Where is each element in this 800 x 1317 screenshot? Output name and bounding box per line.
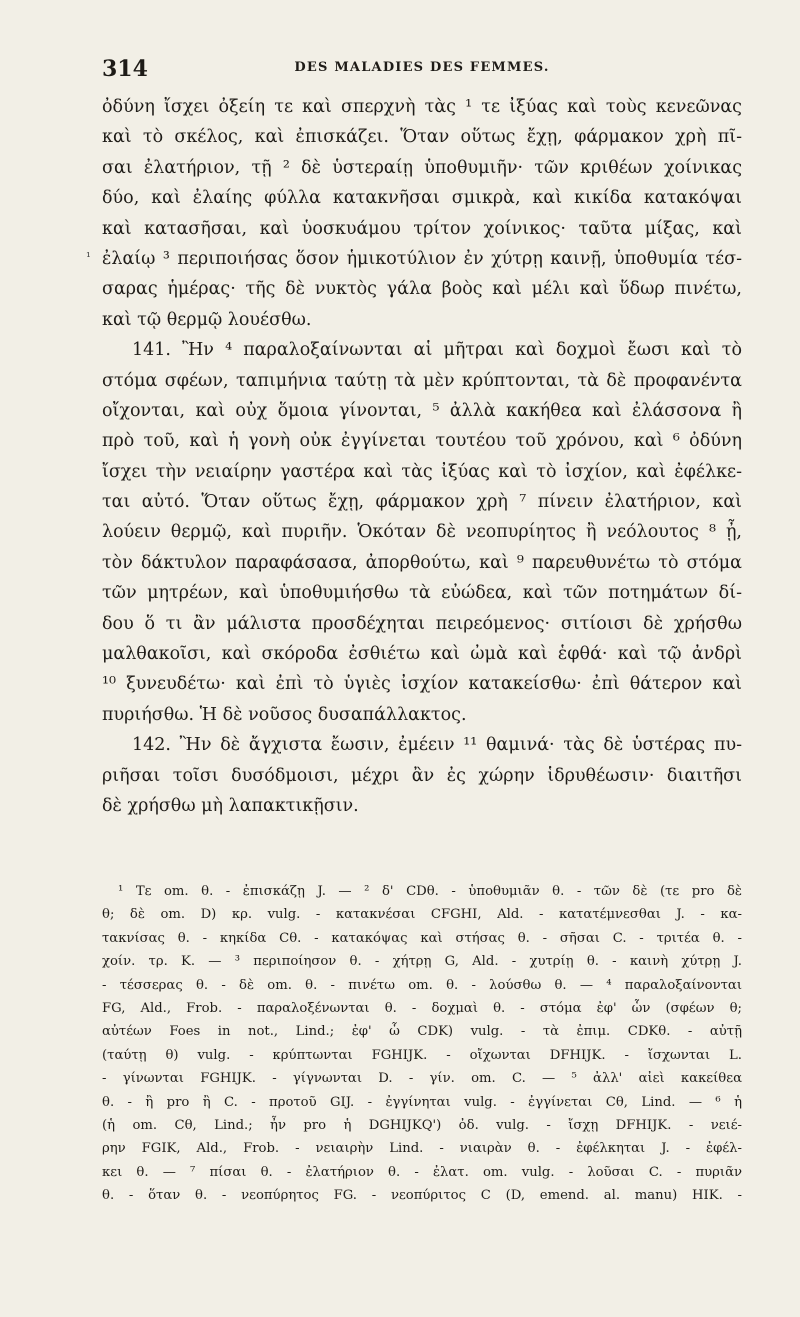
text-line: ται αὐτό. Ὅταν οὕτως ἔχῃ, φάρμακον χρὴ ⁷ πίνειν ἐλατήριον, καὶ: [102, 492, 742, 513]
text-line: σαι ἐλατήριον, τῇ ² δὲ ὑστεραίῃ ὑποθυμιῆν· τῶν κριθέων χοίνικας: [102, 157, 742, 178]
margin-mark: ¹: [86, 250, 91, 264]
text-line: ὀδύνη ἴσχει ὀξείη τε καὶ σπερχνὴ τὰς ¹ τε ἰξύας καὶ τοὺς κενεῶνας: [102, 97, 742, 117]
text-line: πρὸ τοῦ, καὶ ἡ γονὴ οὐκ ἐγγίνεται τουτέου τοῦ χρόνου, καὶ ⁶ ὀδύνη: [102, 431, 742, 452]
text-line: καὶ τὸ σκέλος, καὶ ἐπισκάζει. Ὅταν οὕτως ἔχῃ, φάρμακον χρὴ πῖ-: [102, 127, 742, 148]
text-line: λούειν θερμῷ, καὶ πυριῆν. Ὁκόταν δὲ νεοπυρίητος ἢ νεόλουτος ⁸ ᾖ,: [102, 522, 742, 543]
footnote-line: - τέσσερας θ. - δὲ om. θ. - πινέτω om. θ. - λούσθω θ. — ⁴ παραλοξαίνονται: [102, 977, 742, 993]
page-header: [102, 56, 742, 88]
text-line: ¹⁰ ξυνευδέτω· καὶ ἐπὶ τὸ ὑγιὲς ἰσχίον κατακείσθω· ἐπὶ θάτερον καὶ: [102, 674, 742, 695]
section-142-start: 142. Ἢν δὲ ἄγχιστα ἔωσιν, ἐμέειν ¹¹ θαμινά· τὰς δὲ ὑστέρας πυ-: [132, 735, 742, 756]
text-line: ἐλαίῳ ³ περιποιήσας ὅσον ἡμικοτύλιον ἐν χύτρῃ καινῇ, ὑποθυμία τέσ-: [102, 248, 742, 269]
running-head: DES MALADIES DES FEMMES.: [294, 60, 550, 75]
footnote-line: θ. - ἢ pro ἢ C. - προτοῦ GIJ. - ἐγγίνηται vulg. - ἐγγίνεται Cθ, Lind. — ⁶ ἡ: [102, 1094, 742, 1110]
footnote-line: ρην FGIK, Ald., Frob. - νειαιρὴν Lind. - νιαιρὰν θ. - ἐφέλκηται J. - ἐφέλ-: [102, 1141, 742, 1157]
text-line: τὸν δάκτυλον παραφάσασα, ἀπορθούτω, καὶ ⁹ παρευθυνέτω τὸ στόμα: [102, 552, 742, 573]
page-number: 314: [102, 56, 148, 82]
footnote-line: (ἡ om. Cθ, Lind.; ἦν pro ἡ DGHIJKQ') ὀδ. vulg. - ἴσχῃ DFHIJK. - νειέ-: [102, 1117, 742, 1133]
text-line: σαρας ἡμέρας· τῆς δὲ νυκτὸς γάλα βοὸς καὶ μέλι καὶ ὕδωρ πινέτω,: [102, 279, 742, 300]
footnote-line: (ταύτῃ θ) vulg. - κρύπτωνται FGHIJK. - οἴχωνται DFHIJK. - ἴσχωνται L.: [102, 1047, 742, 1063]
footnote-line: - γίνωνται FGHIJK. - γίγνωνται D. - γίν. om. C. — ⁵ ἀλλ' αἰεὶ κακείθεα: [102, 1071, 742, 1087]
text-line: δου ὅ τι ἂν μάλιστα προσδέχηται πειρεόμενος· σιτίοισι δὲ χρήσθω: [102, 613, 742, 634]
text-line: δὲ χρήσθω μὴ λαπακτικῇσιν.: [102, 795, 359, 816]
text-line: οἴχονται, καὶ οὐχ ὅμοια γίνονται, ⁵ ἀλλὰ κακήθεα καὶ ἐλάσσονα ἢ: [102, 400, 742, 421]
footnote-line: κει θ. — ⁷ πίσαι θ. - ἐλατήριον θ. - ἐλατ. om. vulg. - λοῦσαι C. - πυριᾶν: [102, 1164, 742, 1180]
footnote-line: FG, Ald., Frob. - παραλοξένωνται θ. - δοχμαὶ θ. - στόμα ἐφ' ὧν (σφέων θ;: [102, 1000, 742, 1016]
footnotes: [102, 880, 742, 1207]
text-line: καὶ τῷ θερμῷ λουέσθω.: [102, 309, 312, 330]
text-line: πυριήσθω. Ἡ δὲ νοῦσος δυσαπάλλακτος.: [102, 704, 467, 725]
footnote-line: αὐτέων Foes in not., Lind.; ἐφ' ὧ CDK) vulg. - τὰ ἐπιμ. CDKθ. - αὐτῇ: [102, 1024, 742, 1040]
text-line: ἴσχει τὴν νειαίρην γαστέρα καὶ τὰς ἰξύας καὶ τὸ ἰσχίον, καὶ ἐφέλκε-: [102, 461, 742, 482]
section-141-start: 141. Ἢν ⁴ παραλοξαίνωνται αἱ μῆτραι καὶ δοχμοὶ ἔωσι καὶ τὸ: [132, 340, 742, 361]
body-text: [102, 92, 742, 821]
footnote-line: θ; δὲ om. D) κρ. vulg. - κατακνέσαι CFGHI, Ald. - κατατέμνεσθαι J. - κα-: [102, 907, 742, 923]
text-line: μαλθακοῖσι, καὶ σκόροδα ἐσθιέτω καὶ ὠμὰ καὶ ἑφθά· καὶ τῷ ἀνδρὶ: [102, 644, 742, 665]
footnote-line: θ. - ὅταν θ. - νεοπύρητος FG. - νεοπύριτος C (D, emend. al. manu) HIK. -: [102, 1188, 742, 1204]
footnote-line: χοίν. τρ. K. — ³ περιποίησον θ. - χήτρῃ G, Ald. - χυτρίῃ θ. - καινὴ χύτρῃ J.: [102, 954, 742, 970]
text-line: στόμα σφέων, ταπιμήνια ταύτῃ τὰ μὲν κρύπτονται, τὰ δὲ προφανέντα: [102, 370, 742, 391]
text-line: ριῆσαι τοῖσι δυσόδμοισι, μέχρι ἂν ἐς χώρην ἱδρυθέωσιν· διαιτῆσι: [102, 765, 742, 786]
text-line: καὶ κατασῆσαι, καὶ ὑοσκυάμου τρίτον χοίνικος· ταῦτα μίξας, καὶ: [102, 218, 742, 239]
text-line: δύο, καὶ ἐλαίης φύλλα κατακνῆσαι σμικρὰ, καὶ κικίδα κατακόψαι: [102, 188, 742, 209]
footnote-line: τακνίσας θ. - κηκίδα Cθ. - κατακόψας καὶ στήσας θ. - σῆσαι C. - τριτέα θ. -: [102, 930, 742, 946]
footnote-line: ¹ Τε om. θ. - ἐπισκάζῃ J. — ² δ' CDθ. - ὑποθυμιᾶν θ. - τῶν δὲ (τε pro δὲ: [118, 884, 742, 899]
text-line: τῶν μητρέων, καὶ ὑποθυμιήσθω τὰ εὐώδεα, καὶ τῶν ποτημάτων δί-: [102, 583, 742, 604]
